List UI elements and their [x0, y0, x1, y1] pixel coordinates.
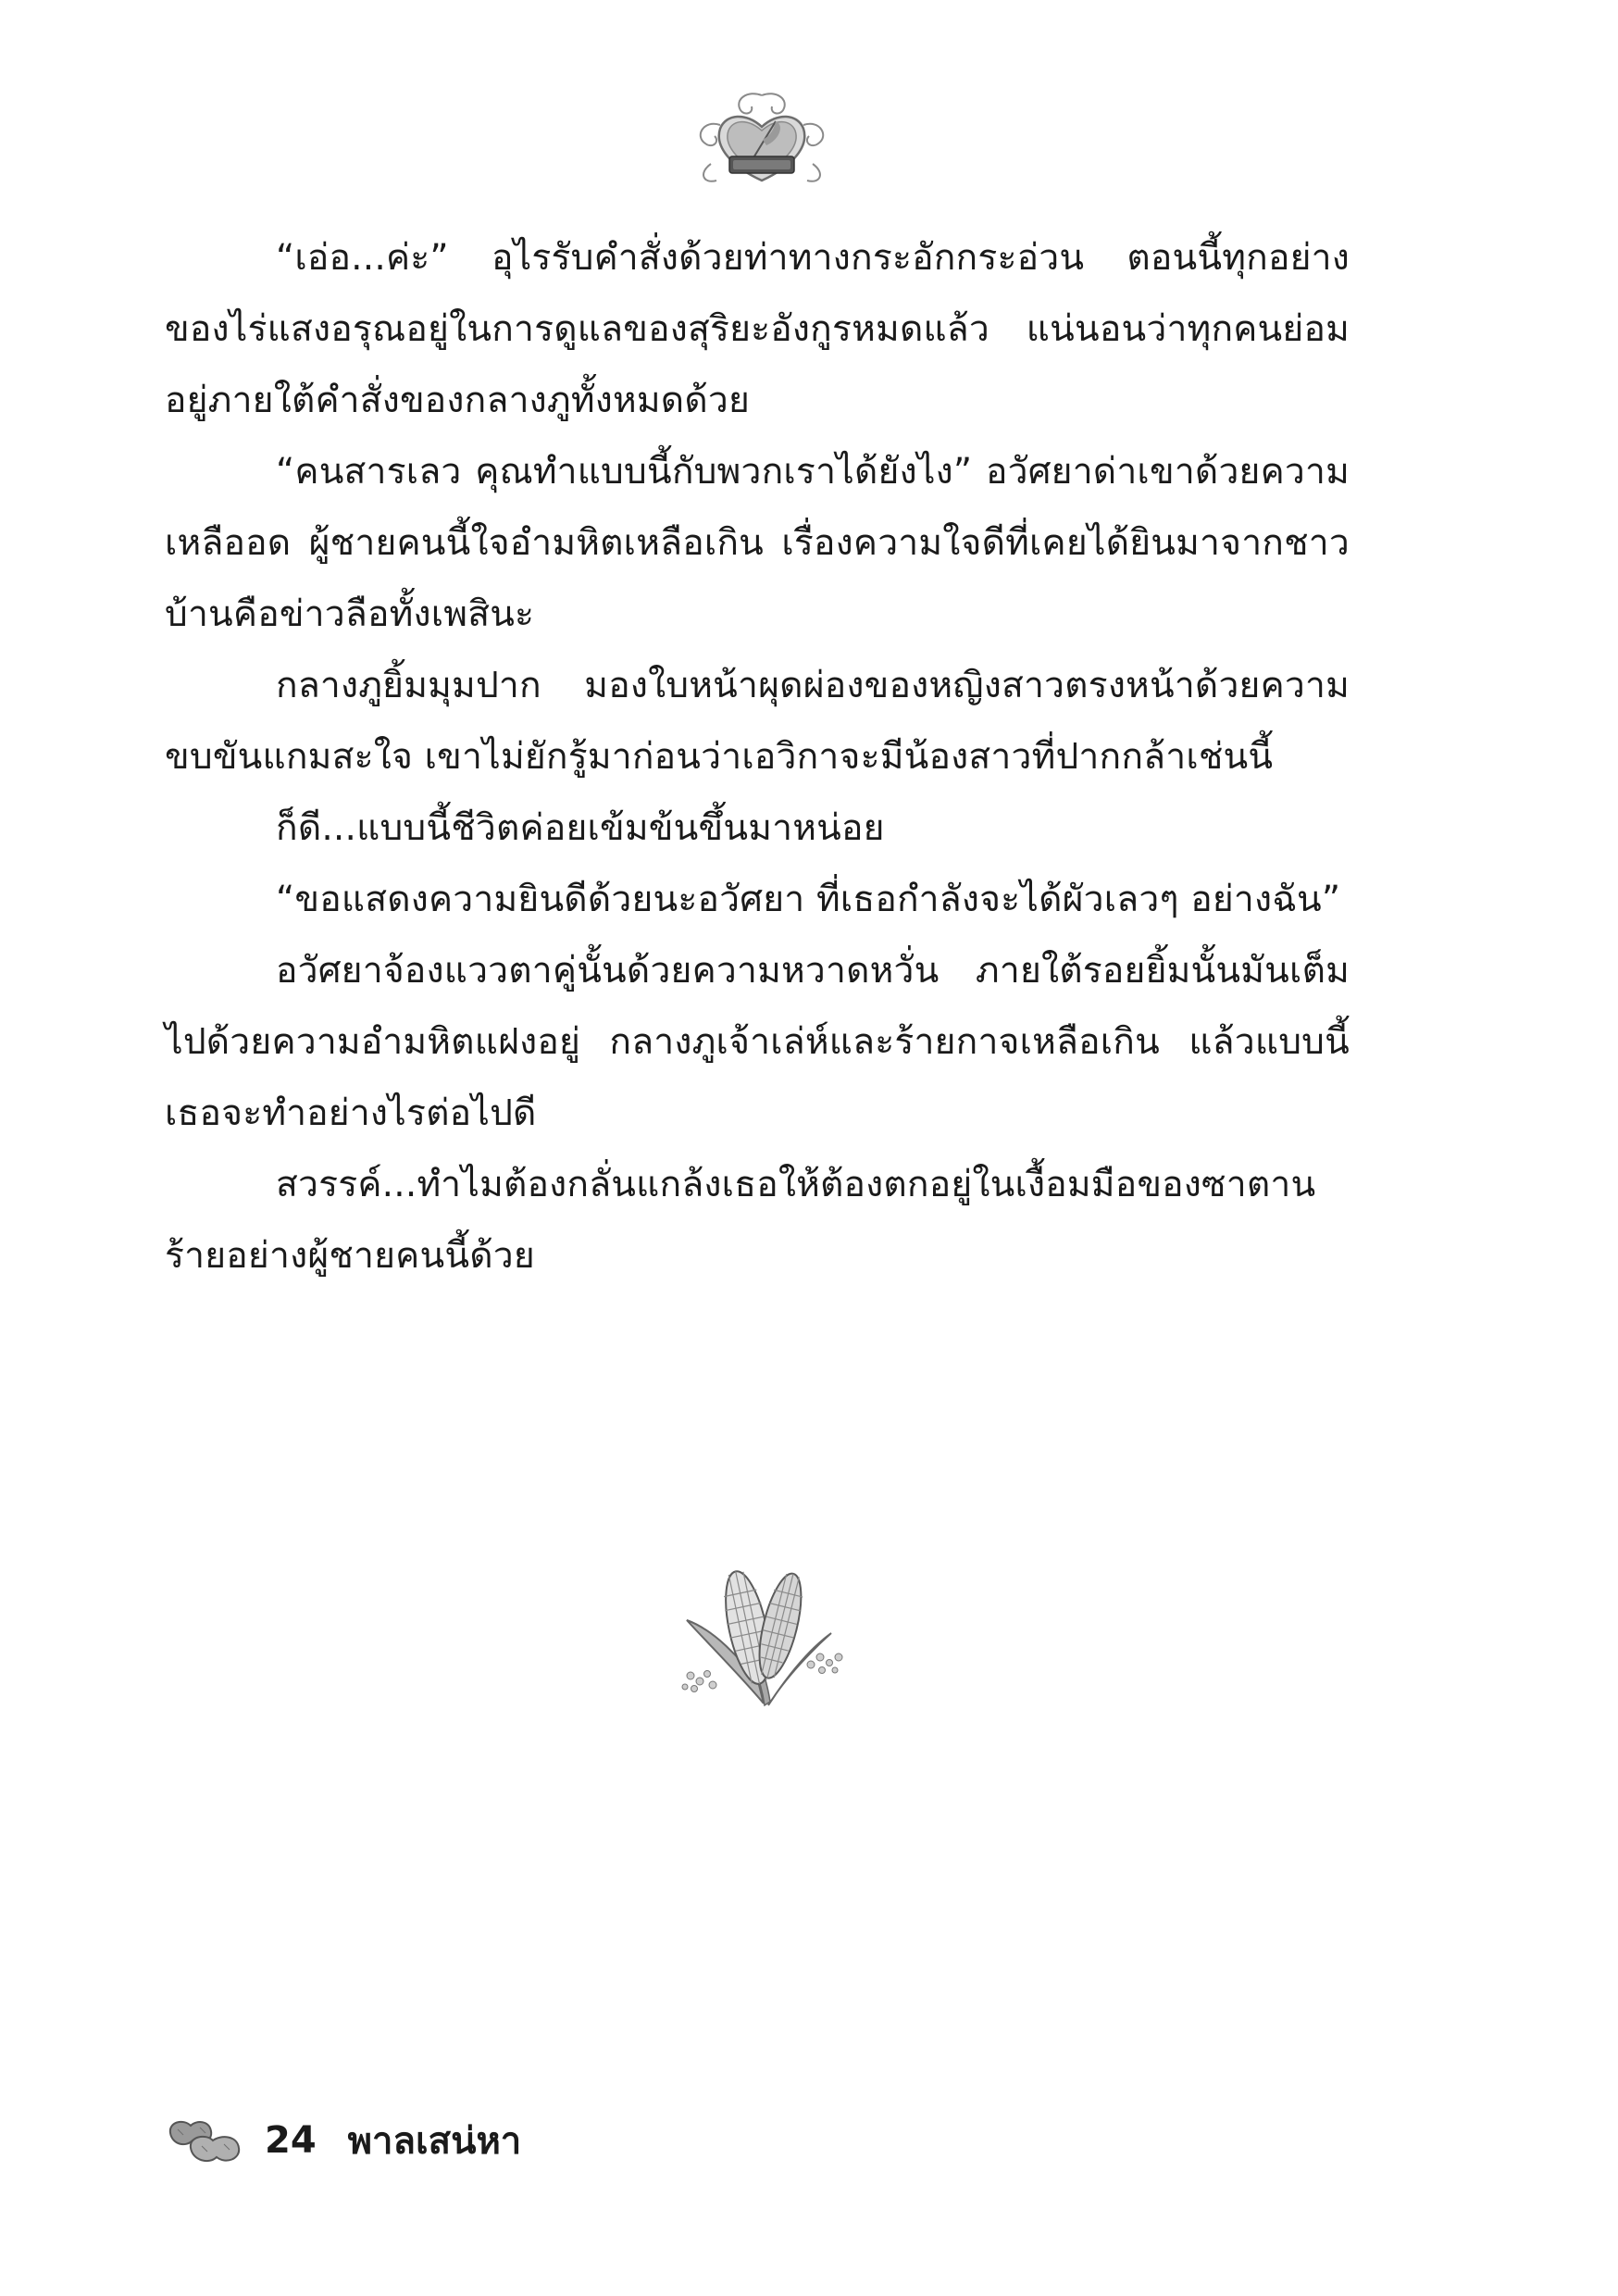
paragraph: อวัศยาจ้องแววตาคู่นั้นด้วยความหวาดหวั่น ภายใต้รอยยิ้มนั้นมันเต็มไปด้วยความอำมหิตแฝงอยู่ กลางภูเจ้าเล่ห์และร้ายกาจเหลือเกิน แล้วแบบนี้เธอจะทำอย่างไรต่อไปดี: [165, 950, 1350, 1134]
corn-cob-icon: [676, 1555, 852, 1713]
page-number: 24: [265, 2119, 317, 2162]
paragraph: “เอ่อ...ค่ะ” อุไรรับคำสั่งด้วยท่าทางกระอักกระอ่วน ตอนนี้ทุกอย่างของไร่แสงอรุณอยู่ในการดูแลของสุริยะอังกูรหมดแล้ว แน่นอนว่าทุกคนย่อมอยู่ภายใต้คำสั่งของกลางภูทั้งหมดด้วย: [165, 237, 1350, 421]
paragraph: “ขอแสดงความยินดีด้วยนะอวัศยา ที่เธอกำลังจะได้ผัวเลวๆ อย่างฉัน”: [276, 879, 1341, 920]
paragraph: ก็ดี...แบบนี้ชีวิตค่อยเข้มข้นขึ้นมาหน่อย: [276, 807, 885, 849]
publisher-emblem-icon: [683, 88, 840, 190]
page-footer: [163, 2113, 521, 2168]
paragraph: สวรรค์...ทำไมต้องกลั่นแกล้งเธอให้ต้องตกอยู่ในเงื้อมมือของซาตานร้ายอย่างผู้ชายคนนี้ด้วย: [165, 1164, 1316, 1277]
story-body: [165, 222, 1350, 1292]
paragraph: “คนสารเลว คุณทำแบบนี้กับพวกเราได้ยังไง” อวัศยาด่าเขาด้วยความเหลืออด ผู้ชายคนนี้ใจอำมหิตเหลือเกิน เรื่องความใจดีที่เคยได้ยินมาจากชาวบ้านคือข่าวลือทั้งเพสินะ: [165, 451, 1350, 635]
peanut-icon: [163, 2113, 252, 2168]
book-title: พาลเสน่หา: [347, 2120, 522, 2163]
paragraph: กลางภูยิ้มมุมปาก มองใบหน้าผุดผ่องของหญิงสาวตรงหน้าด้วยความขบขันแกมสะใจ เขาไม่ยักรู้มาก่อนว่าเอวิกาจะมีน้องสาวที่ปากกล้าเช่นนี้: [165, 665, 1350, 778]
